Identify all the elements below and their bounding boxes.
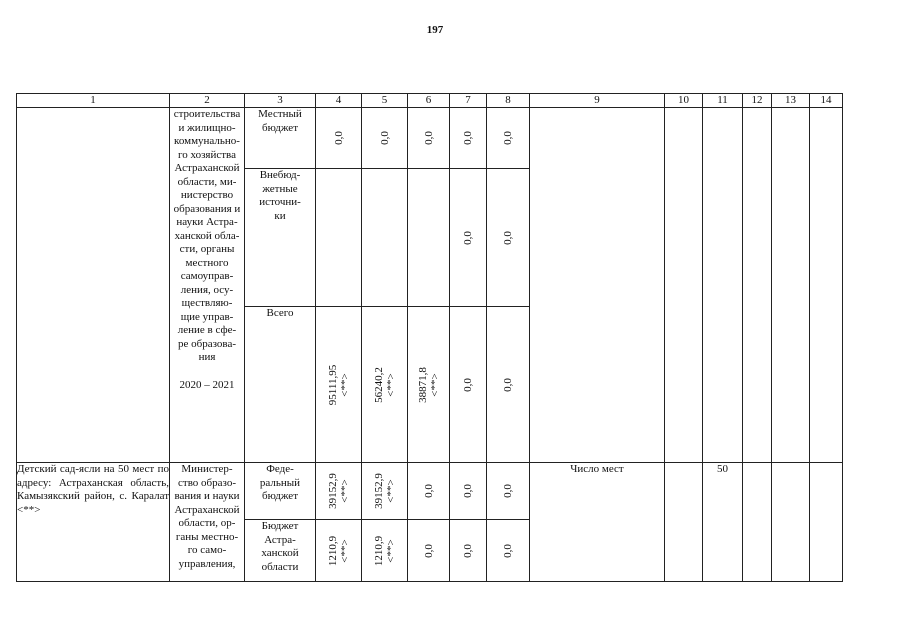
value-text: 0,0	[378, 131, 391, 145]
indicator-cell-empty	[530, 108, 665, 463]
responsible-text: Министер- ство образо- вания и науки Астраханской области, ор- ганы местно- го само- управления,	[174, 463, 240, 570]
value-cell	[450, 307, 487, 463]
value-cell	[450, 108, 487, 169]
column-header: 4	[316, 94, 362, 108]
value-text: 1210,9 <**>	[372, 535, 397, 566]
value-cell	[450, 520, 487, 582]
value-text: 0,0	[502, 230, 514, 245]
value-text: 0,0	[502, 377, 514, 392]
column-header: 5	[362, 94, 408, 108]
table-row	[17, 463, 843, 520]
value-text: 39152,9 <**>	[372, 473, 397, 509]
value-cell	[316, 108, 362, 169]
object-description: Детский сад-ясли на 50 мест по адресу: Астраханская область, Камызякский район, с. Каралат <**>	[17, 463, 170, 582]
column-header: 14	[810, 94, 843, 108]
value-cell	[316, 307, 362, 463]
value-cell	[487, 520, 530, 582]
value-text: 0,0	[462, 484, 474, 498]
empty-cell	[772, 108, 810, 463]
value-cell	[362, 307, 408, 463]
column-header: 6	[408, 94, 450, 108]
funding-source	[245, 307, 316, 463]
value-cell	[487, 169, 530, 307]
empty-cell	[743, 463, 772, 582]
responsible-cell	[170, 463, 245, 582]
years-text: 2020 – 2021	[179, 378, 235, 391]
value-cell	[408, 520, 450, 582]
value-text: 56240,2 <**>	[372, 366, 397, 403]
column-header: 3	[245, 94, 316, 108]
value-text: 0,0	[502, 131, 514, 145]
object-cell-empty	[17, 108, 170, 463]
value-cell	[450, 169, 487, 307]
funding-source-label: Феде- ральный бюджет	[259, 463, 301, 502]
funding-source	[245, 108, 316, 169]
value-cell	[487, 307, 530, 463]
column-header: 1	[17, 94, 170, 108]
empty-cell	[772, 463, 810, 582]
responsible-text: строительства и жилищно- коммунально- го хозяйства Астраханской области, ми- нистерство образования и науки Астра- ханской обла- сти, органы местного самоуправ- ления, осу- ществляю- щие управ- ление в сфе- ре образова- ния	[173, 108, 241, 363]
header-row	[17, 94, 843, 108]
value-text: 0,0	[332, 131, 345, 145]
column-header: 8	[487, 94, 530, 108]
funding-source	[245, 169, 316, 307]
page-number: 197	[426, 24, 444, 36]
empty-cell	[665, 463, 703, 582]
value-cell	[408, 169, 450, 307]
value-text: 95111,95 <**>	[326, 364, 351, 405]
indicator-name: Число мест	[530, 463, 665, 582]
value-text: 0,0	[502, 484, 514, 498]
value-cell	[408, 463, 450, 520]
responsible-cell	[170, 108, 245, 463]
value-cell	[487, 463, 530, 520]
column-header: 12	[743, 94, 772, 108]
value-text: 0,0	[422, 131, 435, 145]
funding-source-label: Бюджет Астра- ханской области	[261, 520, 299, 573]
column-header: 9	[530, 94, 665, 108]
value-cell	[408, 108, 450, 169]
value-text: 0,0	[462, 543, 474, 558]
column-header: 11	[703, 94, 743, 108]
indicator-value: 50	[703, 463, 743, 582]
column-header: 7	[450, 94, 487, 108]
funding-source	[245, 463, 316, 520]
value-cell	[362, 463, 408, 520]
column-header: 13	[772, 94, 810, 108]
value-text: 39152,9 <**>	[326, 473, 351, 509]
value-text: 0,0	[422, 484, 435, 498]
value-cell	[487, 108, 530, 169]
column-header: 10	[665, 94, 703, 108]
column-header: 2	[170, 94, 245, 108]
value-cell	[362, 169, 408, 307]
value-cell	[316, 463, 362, 520]
empty-cell	[743, 108, 772, 463]
value-cell	[450, 463, 487, 520]
table-row	[17, 108, 843, 169]
empty-cell	[810, 463, 843, 582]
value-cell	[316, 520, 362, 582]
empty-cell	[810, 108, 843, 463]
value-cell	[362, 108, 408, 169]
value-cell	[362, 520, 408, 582]
value-text: 0,0	[422, 543, 435, 558]
value-text: 38871,8 <**>	[416, 366, 441, 403]
empty-cell	[703, 108, 743, 463]
funding-source-label: Всего	[266, 307, 294, 319]
empty-cell	[665, 108, 703, 463]
funding-source	[245, 520, 316, 582]
value-text: 0,0	[462, 230, 474, 245]
value-cell	[408, 307, 450, 463]
program-table	[16, 93, 843, 582]
value-text: 0,0	[502, 543, 514, 558]
value-text: 1210,9 <**>	[326, 535, 351, 566]
funding-source-label: Местный бюджет	[258, 108, 302, 134]
value-text: 0,0	[462, 131, 474, 145]
value-cell	[316, 169, 362, 307]
funding-source-label: Внебюд- жетные источни- ки	[259, 169, 301, 222]
value-text: 0,0	[462, 377, 474, 392]
